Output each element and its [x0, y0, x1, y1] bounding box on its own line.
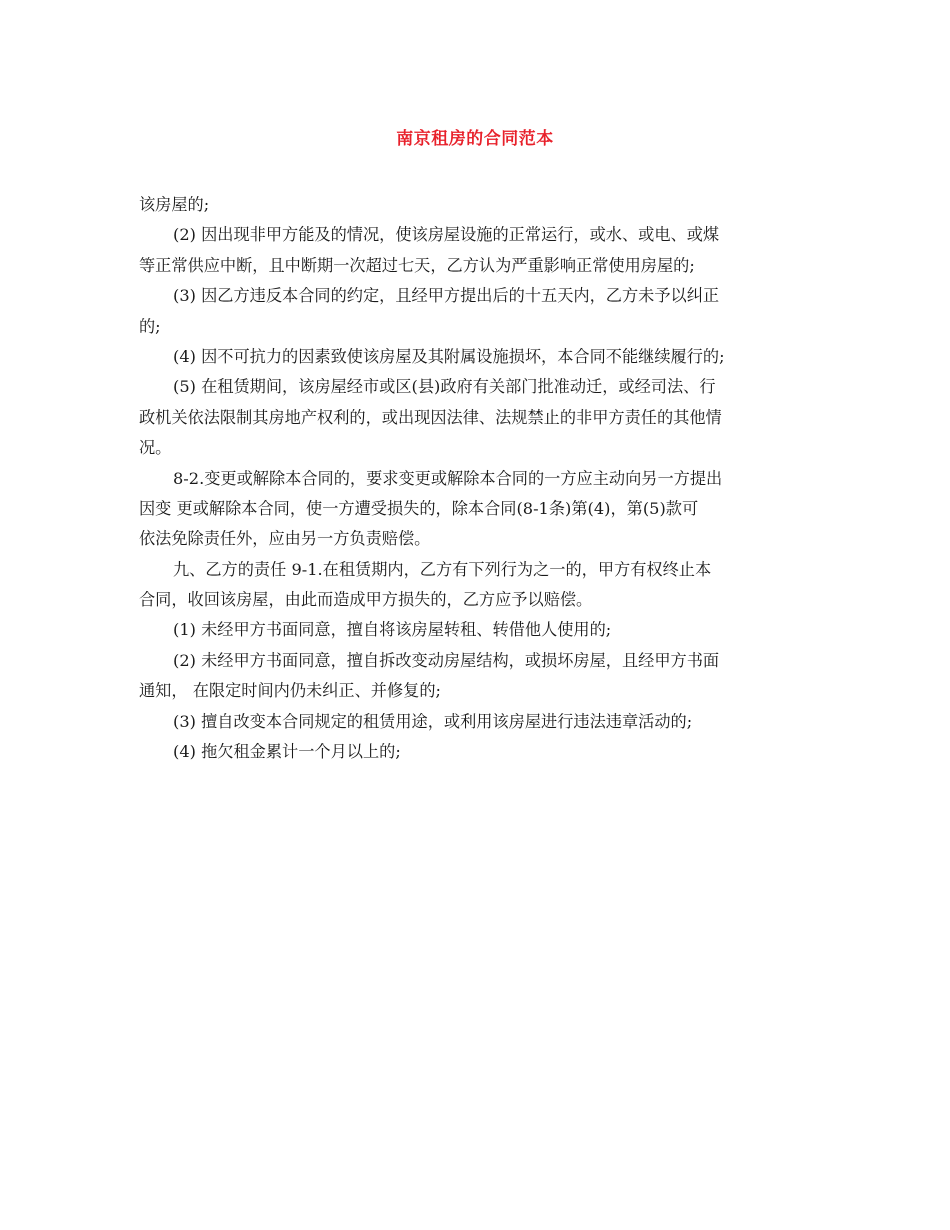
text-line: 通知， 在限定时间内仍未纠正、并修复的; [139, 681, 441, 701]
text-line: (1) 未经甲方书面同意，擅自将该房屋转租、转借他人使用的; [173, 620, 612, 640]
text-line: 该房屋的; [139, 195, 210, 214]
document-title: 南京租房的合同范本 [396, 129, 554, 149]
text-line: 8-2.变更或解除本合同的，要求变更或解除本合同的一方应主动向另一方提出 [173, 468, 723, 488]
text-line: 况。 [139, 438, 172, 458]
text-line: (4) 因不可抗力的因素致使该房屋及其附属设施损坏，本合同不能继续履行的; [173, 346, 725, 366]
text-line: 因变 更或解除本合同，使一方遭受损失的，除本合同(8-1条)第(4)，第(5)款可 [139, 498, 699, 518]
text-line: (5) 在租赁期间，该房屋经市或区(县)政府有关部门批准动迁，或经司法、行 [173, 377, 716, 397]
text-line: 合同，收回该房屋，由此而造成甲方损失的，乙方应予以赔偿。 [139, 590, 593, 610]
text-line: (2) 因出现非甲方能及的情况，使该房屋设施的正常运行，或水、或电、或煤 [173, 225, 720, 245]
text-line: (2) 未经甲方书面同意，擅自拆改变动房屋结构，或损坏房屋，且经甲方书面 [173, 650, 720, 670]
text-line: (4) 拖欠租金累计一个月以上的; [173, 742, 401, 762]
text-line: 的; [139, 316, 161, 336]
text-line: 依法免除责任外，应由另一方负责赔偿。 [139, 529, 431, 549]
text-line: (3) 擅自改变本合同规定的租赁用途，或利用该房屋进行违法违章活动的; [173, 711, 693, 731]
text-line: 政机关依法限制其房地产权利的，或出现因法律、法规禁止的非甲方责任的其他情 [139, 407, 722, 427]
text-line: 九、乙方的责任 9-1.在租赁期内，乙方有下列行为之一的，甲方有权终止本 [173, 559, 712, 579]
document-body [139, 190, 814, 767]
text-line: (3) 因乙方违反本合同的约定，且经甲方提出后的十五天内，乙方未予以纠正 [173, 286, 720, 306]
text-line: 等正常供应中断，且中断期一次超过七天，乙方认为严重影响正常使用房屋的; [139, 255, 695, 275]
